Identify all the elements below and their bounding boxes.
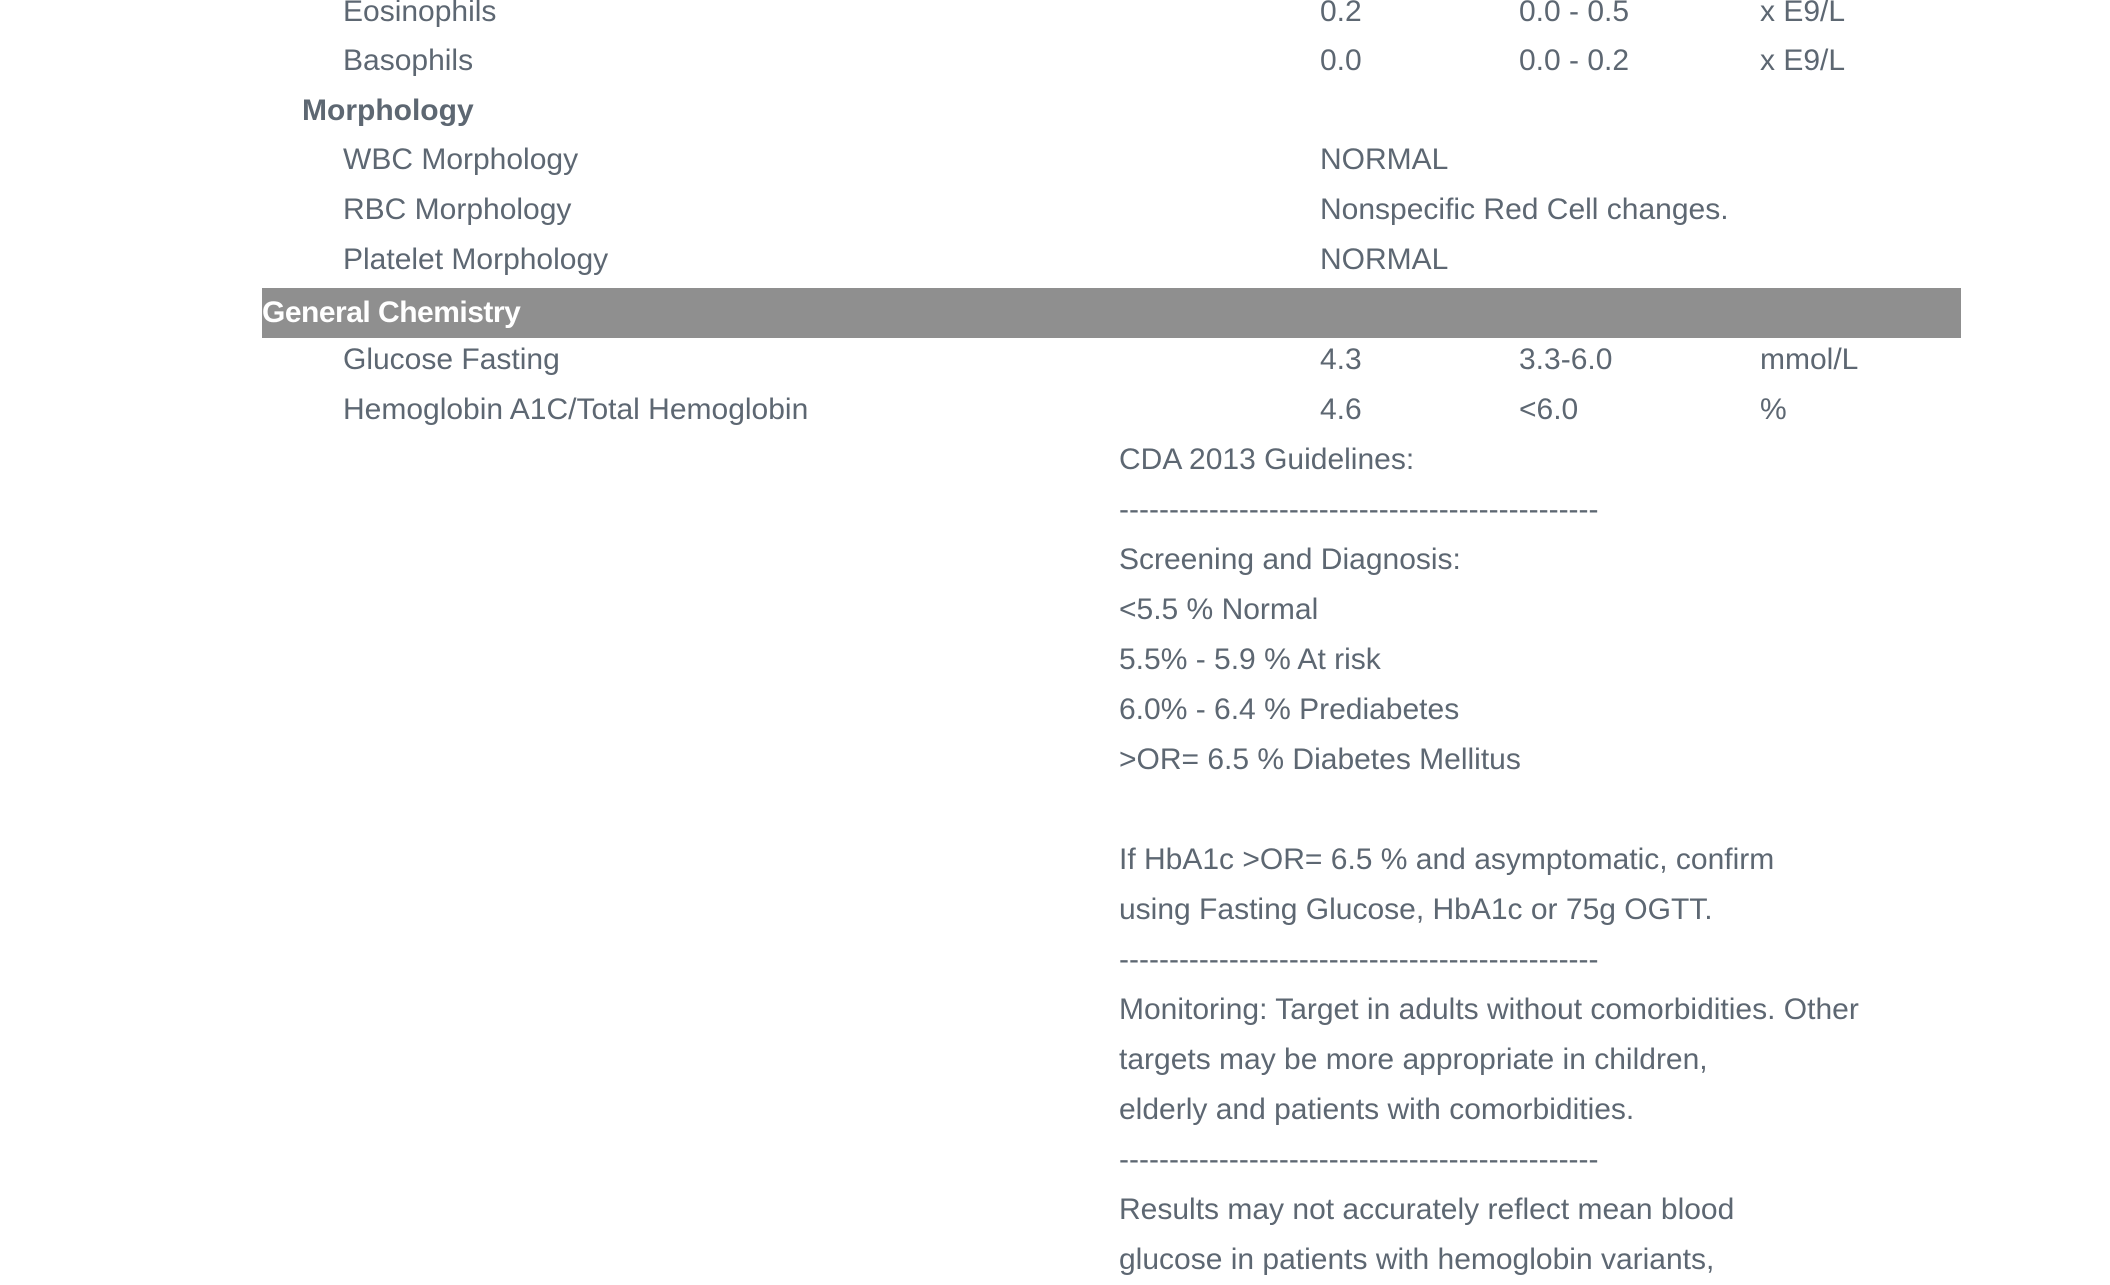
reference-range: <6.0: [1519, 393, 1579, 426]
section-header-general-chemistry: [262, 288, 1961, 338]
test-unit: mmol/L: [1760, 343, 1859, 376]
comment-line: <5.5 % Normal: [1119, 593, 1319, 626]
test-value: 0.2: [1320, 0, 1362, 28]
test-name: Glucose Fasting: [343, 343, 560, 376]
result-row-rbc-morphology: [0, 185, 2110, 235]
test-name: Eosinophils: [343, 0, 497, 28]
comment-line: glucose in patients with hemoglobin variants,: [1119, 1243, 1715, 1276]
comment-divider: ------------------------------------------------: [1119, 493, 1599, 526]
result-row-platelet-morphology: [0, 235, 2110, 285]
result-row-hba1c: [0, 385, 2110, 435]
test-unit: x E9/L: [1760, 44, 1846, 77]
test-value: 4.6: [1320, 393, 1362, 426]
comment-line: Screening and Diagnosis:: [1119, 543, 1461, 576]
comment-divider: ------------------------------------------------: [1119, 943, 1599, 976]
result-row-eosinophils: [0, 0, 2110, 37]
reference-range: 3.3-6.0: [1519, 343, 1613, 376]
section-title: General Chemistry: [262, 296, 521, 329]
test-value: NORMAL: [1320, 143, 1449, 176]
comment-line: If HbA1c >OR= 6.5 % and asymptomatic, confirm: [1119, 843, 1775, 876]
test-value: 4.3: [1320, 343, 1362, 376]
reference-range: 0.0 - 0.5: [1519, 0, 1630, 28]
comment-line: >OR= 6.5 % Diabetes Mellitus: [1119, 743, 1521, 776]
test-name: Basophils: [343, 44, 474, 77]
test-value: 0.0: [1320, 44, 1362, 77]
comment-line: Monitoring: Target in adults without comorbidities. Other: [1119, 993, 1859, 1026]
comment-line: elderly and patients with comorbidities.: [1119, 1093, 1635, 1126]
test-name: Hemoglobin A1C/Total Hemoglobin: [343, 393, 809, 426]
comment-line: Results may not accurately reflect mean blood: [1119, 1193, 1735, 1226]
test-name: RBC Morphology: [343, 193, 572, 226]
test-value: Nonspecific Red Cell changes.: [1320, 193, 1729, 226]
comment-line: targets may be more appropriate in children,: [1119, 1043, 1708, 1076]
result-row-wbc-morphology: [0, 135, 2110, 185]
test-unit: x E9/L: [1760, 0, 1846, 28]
morphology-heading: Morphology: [302, 94, 474, 127]
test-name: WBC Morphology: [343, 143, 579, 176]
test-value: NORMAL: [1320, 243, 1449, 276]
result-row-basophils: [0, 36, 2110, 86]
reference-range: 0.0 - 0.2: [1519, 44, 1630, 77]
comment-line: 6.0% - 6.4 % Prediabetes: [1119, 693, 1460, 726]
test-unit: %: [1760, 393, 1787, 426]
comment-line: CDA 2013 Guidelines:: [1119, 443, 1415, 476]
comment-divider: ------------------------------------------------: [1119, 1143, 1599, 1176]
morphology-heading-row: [0, 86, 2110, 136]
comment-line: 5.5% - 5.9 % At risk: [1119, 643, 1381, 676]
test-name: Platelet Morphology: [343, 243, 609, 276]
result-row-glucose-fasting: [0, 335, 2110, 385]
comment-line: using Fasting Glucose, HbA1c or 75g OGTT.: [1119, 893, 1713, 926]
